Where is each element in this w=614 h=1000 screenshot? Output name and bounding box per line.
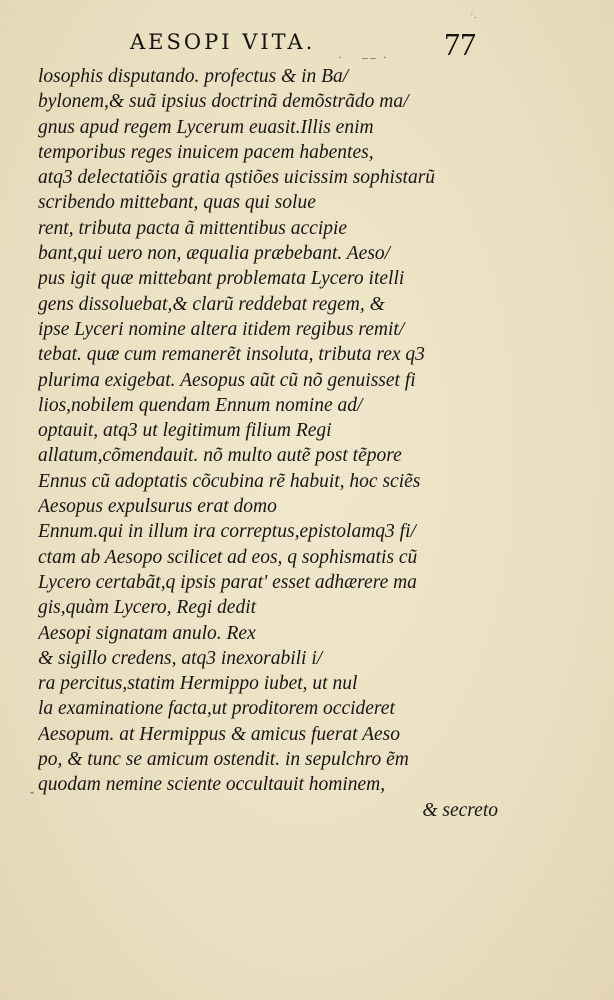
text-line: Ennus cũ adoptatis cõcubina rẽ habuit, hoc sciẽs <box>38 470 421 492</box>
text-line: Aesopum. at Hermippus & amicus fuerat Aeso <box>38 723 400 745</box>
ink-mark: ˇ <box>30 789 34 803</box>
text-line: tebat. quæ cum remanerẽt insoluta, tributa rex q3 <box>38 344 425 366</box>
text-line: gnus apud regem Lycerum euasit.Illis enim <box>38 116 374 138</box>
text-line: Aesopus expulsurus erat domo <box>38 496 277 518</box>
text-line: ctam ab Aesopo scilicet ad eos, q sophismatis cũ <box>38 546 418 568</box>
catchword: & secreto <box>422 799 498 821</box>
text-line: bant,qui uero non, æqualia præbebant. Aeso/ <box>38 243 391 265</box>
text-line: optauit, atq3 ut legitimum filium Regi <box>38 420 332 442</box>
body-text <box>38 64 508 823</box>
text-line: lios,nobilem quendam Ennum nomine ad/ <box>38 394 363 416</box>
text-line: allatum,cõmendauit. nõ multo autẽ post tẽpore <box>38 445 402 467</box>
text-line: Ennum.qui in illum ira correptus,epistolamq3 fi/ <box>38 521 416 543</box>
running-title: AESOPI VITA. <box>130 30 316 54</box>
text-line: bylonem,& suã ipsius doctrinã demõstrãdo ma/ <box>38 91 409 113</box>
text-line: plurima exigebat. Aesopus aũt cũ nõ genuisset fi <box>38 369 416 391</box>
text-line: temporibus reges inuicem pacem habentes, <box>38 141 374 163</box>
ink-mark: · <box>338 50 342 64</box>
text-line: atq3 delectatiõis gratia qstiões uicissim sophistarũ <box>38 167 436 189</box>
text-line: pus igit quæ mittebant problemata Lycero itelli <box>38 268 405 290</box>
text-line: ipse Lyceri nomine altera itidem regibus remit/ <box>38 318 405 340</box>
text-line: & sigillo credens, atq3 inexorabili i/ <box>38 647 323 669</box>
text-line: gens dissoluebat,& clarũ reddebat regem, & <box>38 293 385 315</box>
text-line: la examinatione facta,ut proditorem occideret <box>38 698 395 720</box>
text-line: gis,quàm Lycero, Regi dedit <box>38 597 257 619</box>
ink-mark: –– · <box>362 50 389 64</box>
text-line: po, & tunc se amicum ostendit. in sepulchro ẽm <box>38 749 409 771</box>
text-line: losophis disputando. profectus & in Ba/ <box>38 66 349 87</box>
text-line: scribendo mittebant, quas qui solue <box>38 192 316 214</box>
page-number: 77 <box>444 26 476 62</box>
text-line: Aesopi signatam anulo. Rex <box>38 622 256 644</box>
text-line: Lycero certabãt,q ipsis parat' esset adhærere ma <box>38 571 417 593</box>
ink-mark: ´· <box>470 12 478 24</box>
text-line: quodam nemine sciente occultauit hominem, <box>38 774 386 796</box>
text-line: ra percitus,statim Hermippo iubet, ut nul <box>38 673 358 695</box>
text-line: rent, tributa pacta ã mittentibus accipie <box>38 217 348 239</box>
